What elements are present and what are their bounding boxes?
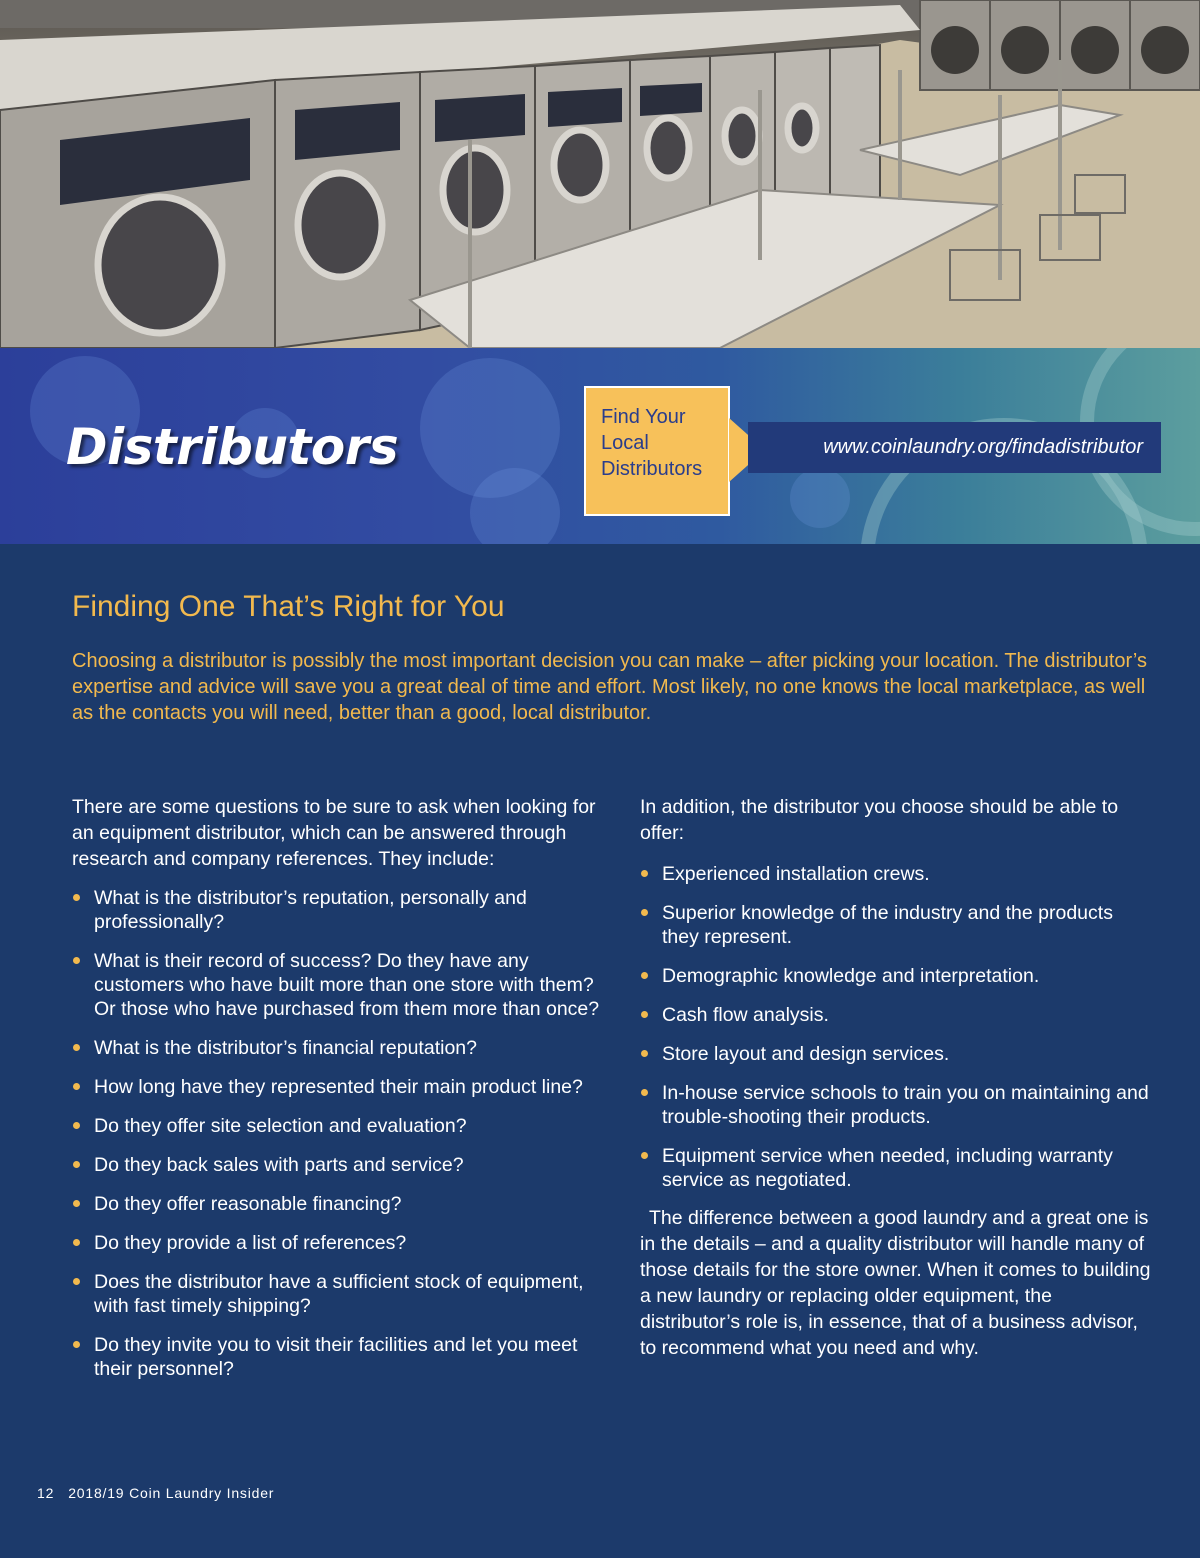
list-item: Does the distributor have a sufficient stock of equipment, with fast timely shipping? bbox=[72, 1270, 602, 1318]
bullet-icon bbox=[73, 1239, 80, 1246]
list-item: Do they invite you to visit their facilities and let you meet their personnel? bbox=[72, 1333, 602, 1381]
bullet-icon bbox=[73, 1278, 80, 1285]
page-number: 12 bbox=[37, 1485, 55, 1501]
hero-laundromat-photo bbox=[0, 0, 1200, 348]
bullet-icon bbox=[641, 1050, 648, 1057]
list-item: Do they provide a list of references? bbox=[72, 1231, 602, 1255]
list-item: Store layout and design services. bbox=[640, 1042, 1155, 1066]
bullet-icon bbox=[73, 1341, 80, 1348]
bullet-icon bbox=[641, 870, 648, 877]
list-item: What is their record of success? Do they have any customers who have built more than one store with them? Or those who have purchased from them more than once? bbox=[72, 949, 602, 1021]
bullet-icon bbox=[73, 1044, 80, 1051]
bullet-icon bbox=[73, 957, 80, 964]
left-intro: There are some questions to be sure to ask when looking for an equipment distributor, which can be answered through research and company references. They include: bbox=[72, 796, 596, 870]
list-item: How long have they represented their main product line? bbox=[72, 1075, 602, 1099]
bullet-icon bbox=[73, 1122, 80, 1129]
list-item: Cash flow analysis. bbox=[640, 1003, 1155, 1027]
section-heading: Finding One That’s Right for You bbox=[72, 590, 505, 623]
list-item: In-house service schools to train you on maintaining and trouble-shooting their products. bbox=[640, 1081, 1155, 1129]
list-item: Demographic knowledge and interpretation. bbox=[640, 964, 1155, 988]
page-title: Distributors bbox=[66, 418, 399, 476]
page-footer bbox=[37, 1485, 274, 1501]
list-item: What is the distributor’s reputation, personally and professionally? bbox=[72, 886, 602, 934]
list-item: Do they offer site selection and evaluation? bbox=[72, 1114, 602, 1138]
find-distributors-callout bbox=[584, 386, 730, 516]
offers-list bbox=[640, 862, 1155, 1192]
lead-paragraph: Choosing a distributor is possibly the most important decision you can make – after picking your location. The distributor’s expertise and advice will save you a great deal of time and effort. Most likely, no one knows the local marketplace, as well as the contacts you will need, better than a good, local distributor. bbox=[72, 650, 1147, 724]
bullet-icon bbox=[73, 1161, 80, 1168]
bullet-icon bbox=[73, 1083, 80, 1090]
list-item: Do they back sales with parts and service? bbox=[72, 1153, 602, 1177]
bullet-icon bbox=[73, 1200, 80, 1207]
right-column bbox=[640, 794, 1155, 1361]
bullet-icon bbox=[641, 972, 648, 979]
list-item: Superior knowledge of the industry and the products they represent. bbox=[640, 901, 1155, 949]
closing-paragraph: The difference between a good laundry and a great one is in the details – and a quality distributor will handle many of those details for the store owner. When it comes to building a new laundry or replacing older equipment, the distributor’s role is, in essence, that of a business advisor, to recommend what you need and why. bbox=[640, 1207, 1151, 1359]
publication-name: 2018/19 Coin Laundry Insider bbox=[68, 1485, 275, 1501]
bullet-icon bbox=[641, 1011, 648, 1018]
callout-line-2: Local bbox=[601, 432, 649, 454]
find-distributor-url-link[interactable]: www.coinlaundry.org/findadistributor bbox=[823, 436, 1143, 458]
bullet-icon bbox=[641, 1152, 648, 1159]
list-item: Experienced installation crews. bbox=[640, 862, 1155, 886]
right-intro: In addition, the distributor you choose should be able to offer: bbox=[640, 796, 1119, 844]
list-item: What is the distributor’s financial reputation? bbox=[72, 1036, 602, 1060]
callout-line-1: Find Your bbox=[601, 406, 686, 428]
bullet-icon bbox=[641, 1089, 648, 1096]
callout-line-3: Distributors bbox=[601, 458, 703, 480]
bullet-icon bbox=[641, 909, 648, 916]
left-column bbox=[72, 794, 602, 1396]
bullet-icon bbox=[73, 894, 80, 901]
questions-list bbox=[72, 886, 602, 1381]
list-item: Equipment service when needed, including warranty service as negotiated. bbox=[640, 1144, 1155, 1192]
laundromat-illustration bbox=[0, 0, 1200, 348]
url-bar[interactable] bbox=[748, 422, 1161, 473]
list-item: Do they offer reasonable financing? bbox=[72, 1192, 602, 1216]
